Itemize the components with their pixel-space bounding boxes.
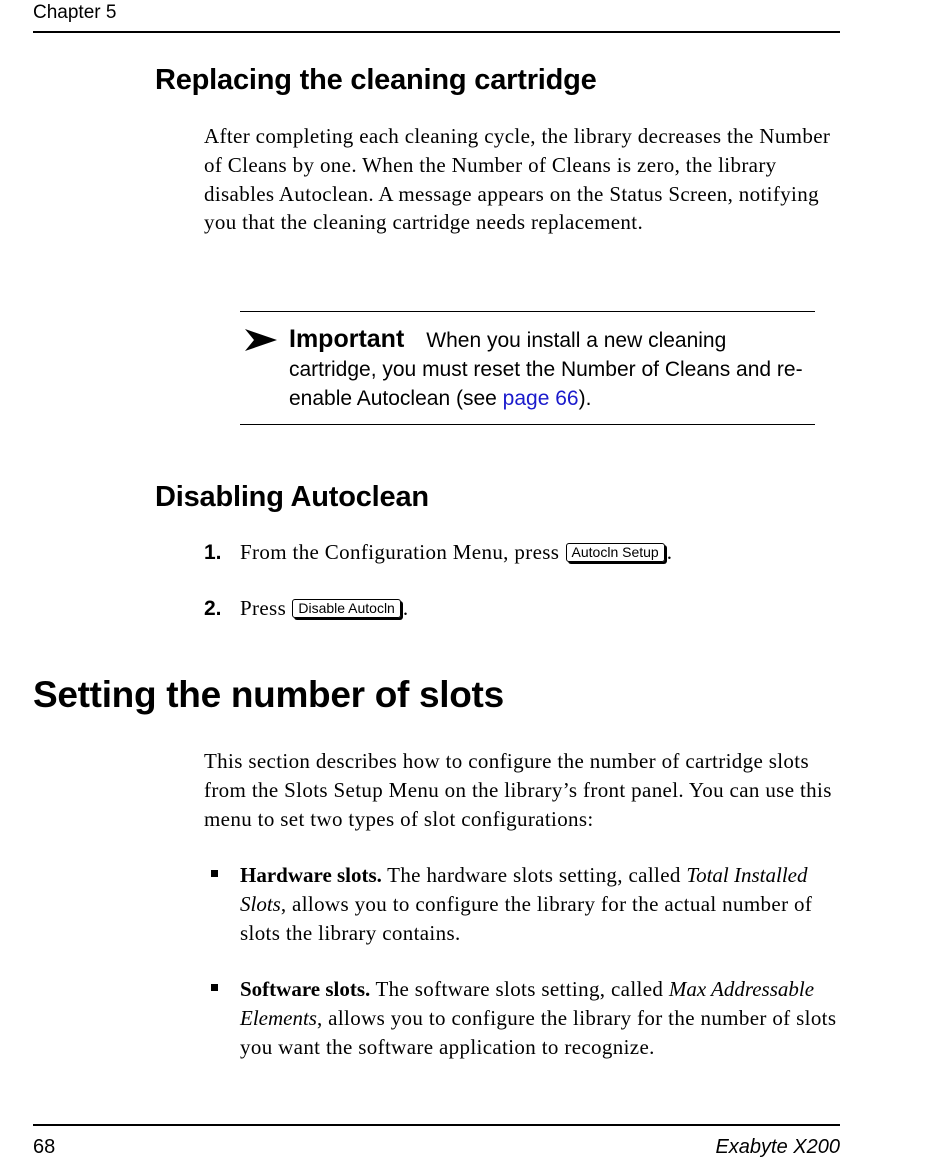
bullet-term: Software slots.	[240, 977, 371, 1001]
step-suffix: .	[666, 540, 672, 564]
list-item-hardware-slots	[204, 861, 844, 947]
note-rule-bottom	[240, 424, 815, 425]
note-text-before-link: When you install a new cleaning cartridge, you must reset the Number of Cleans and re-enable Autoclean (see	[289, 329, 803, 410]
bullet-text-after: , allows you to configure the library for the actual number of slots the library contains.	[240, 891, 813, 945]
step-number: 2.	[204, 597, 222, 620]
autocln-setup-key[interactable]: Autocln Setup	[566, 543, 665, 562]
step-text: From the Configuration Menu, press	[240, 540, 560, 564]
header-rule	[33, 31, 840, 33]
running-head-chapter: Chapter 5	[33, 2, 117, 23]
paragraph-replacing-cleaning-cartridge: After completing each cleaning cycle, the library decreases the Number of Cleans by one. When the Number of Cleans is zero, the library disables Autoclean. A message appears on the Status Screen, notifying you that the cleaning cartridge needs replacement.	[204, 124, 831, 235]
heading-setting-number-of-slots: Setting the number of slots	[33, 674, 504, 715]
list-item-software-slots	[204, 975, 844, 1061]
note-rule-top	[240, 311, 815, 312]
square-bullet-icon	[211, 870, 218, 877]
bullet-text-before: The hardware slots setting, called	[381, 863, 687, 887]
bullet-term: Hardware slots.	[240, 863, 382, 887]
square-bullet-icon	[211, 984, 218, 991]
bullet-text	[240, 861, 844, 947]
step-text: Press	[240, 596, 287, 620]
step-item	[204, 540, 672, 565]
step-number: 1.	[204, 541, 222, 564]
footer-book-title: Exabyte X200	[715, 1136, 840, 1158]
heading-replacing-cleaning-cartridge: Replacing the cleaning cartridge	[155, 64, 597, 96]
footer-rule	[33, 1124, 840, 1126]
page-number: 68	[33, 1136, 56, 1158]
bullet-text	[240, 975, 844, 1061]
step-suffix: .	[402, 596, 409, 620]
page-66-link[interactable]: page 66	[502, 386, 579, 410]
important-note	[289, 325, 819, 413]
important-label: Important	[289, 325, 405, 353]
bullet-setting-name: Total Installed Slots	[240, 863, 808, 916]
bullet-text-before: The software slots setting, called	[370, 977, 669, 1001]
step-item	[204, 596, 408, 621]
heading-disabling-autoclean: Disabling Autoclean	[155, 481, 429, 513]
bullet-text-after: , allows you to configure the library for the number of slots you want the software application to recognize.	[240, 1005, 837, 1059]
disable-autocln-key[interactable]: Disable Autocln	[292, 599, 401, 618]
bullet-setting-name: Max Addressable Elements	[240, 977, 815, 1030]
arrow-pointer-icon	[243, 324, 279, 356]
paragraph-slots-intro: This section describes how to configure the number of cartridge slots from the Slots Setup Menu on the library’s front panel. You can use this menu to set two types of slot configurations:	[204, 749, 832, 831]
note-text-after-link: ).	[578, 386, 592, 410]
